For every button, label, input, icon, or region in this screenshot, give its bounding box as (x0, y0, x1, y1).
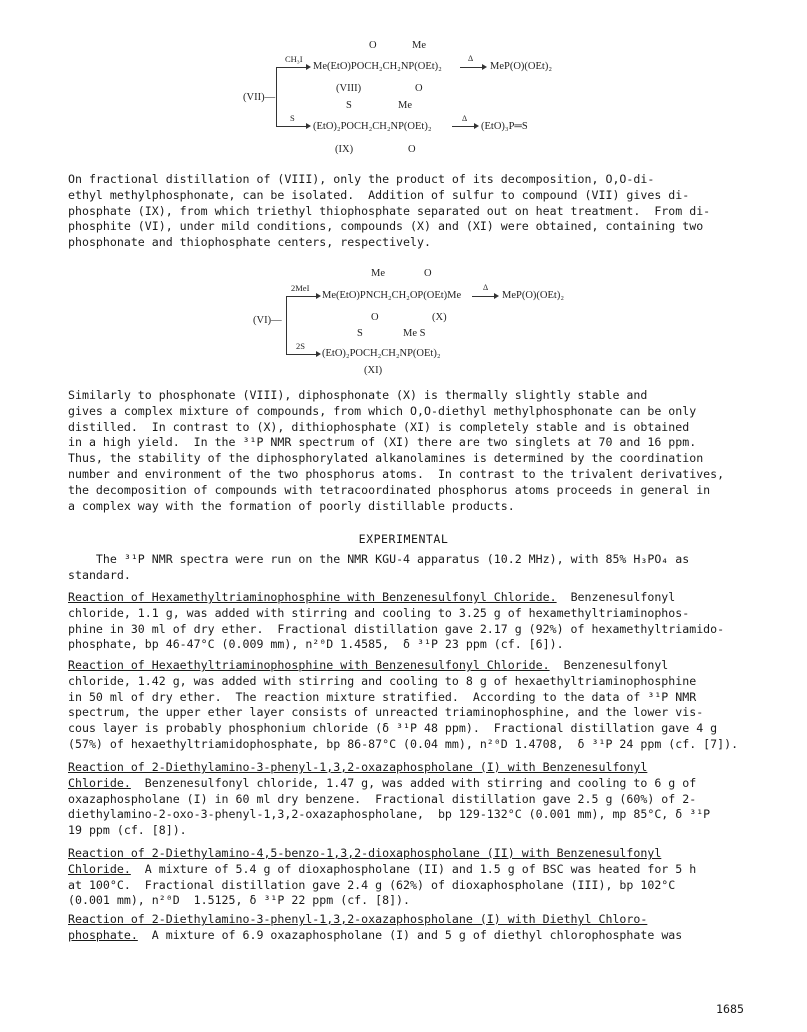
reaction-3 (68, 760, 758, 839)
reaction-2-text: Benzenesulfonyl chloride, 1.42 g, was added with stirring and cooling to 8 g of hexaethyltriaminophosphine in 50 ml of dry ether. The reaction mixture stratified. According to the data of ³¹P NMR spectrum, the upper ether layer consists of unreacted triaminophosphine, and the lower vis- cous layer is probably phosphonium chloride (δ ³¹P 48 ppm). Fractional distillation gave 4 g (57%) of hexaethyltriamidophosphate, bp 86-87°C (0.04 mm), n²⁰D 1.4708, δ ³¹P 24 ppm (cf. [7]). (68, 658, 739, 751)
scheme1-source: (VII)— (243, 92, 276, 103)
scheme2-bot-label: (XI) (364, 365, 383, 376)
scheme2-top-o2: O (371, 312, 379, 323)
reaction-4 (68, 846, 758, 909)
scheme1-top-label: (VIII) (336, 83, 362, 94)
scheme2-bracket (286, 296, 287, 355)
scheme1-bot-me: Me (398, 100, 412, 111)
page-number: 1685 (716, 1002, 744, 1016)
scheme2-top-label: (X) (432, 312, 447, 323)
reaction-2 (68, 658, 758, 753)
reaction-3-title: Reaction of 2-Diethylamino-3-phenyl-1,3,2-oxazaphospholane (I) with Benzenesulfonyl Chloride. (68, 760, 648, 790)
scheme2-bot-me-s: Me S (403, 328, 426, 339)
scheme1-top-me: Me (412, 40, 426, 51)
reaction-1-title: Reaction of Hexamethyltriaminophosphine with Benzenesulfonyl Chloride. (68, 590, 557, 604)
reaction-1 (68, 590, 758, 653)
scheme1-bot-label: (IX) (335, 144, 354, 155)
reaction-scheme-2 (0, 0, 807, 380)
scheme1-bot-result: (EtO)₃P═S (481, 121, 528, 132)
scheme1-bot-product: (EtO)₂POCH₂CH₂NP(OEt)₂ (313, 121, 432, 132)
reaction-3-text: Benzenesulfonyl chloride, 1.47 g, was added with stirring and cooling to 6 g of oxazaphospholane (I) in 60 ml dry benzene. Fractional distillation gave 2.5 g (60%) of 2- diethylamino-2-oxo-3-phenyl-1,3,2-oxazaphospholane, bp 129-132°C (0.001 mm), mp 85°C, δ ³¹P 19 ppm (cf. [8]). (68, 775, 711, 838)
scheme2-top-result: MeP(O)(OEt)₂ (502, 290, 564, 301)
paragraph-3: The ³¹P NMR spectra were run on the NMR KGU-4 apparatus (10.2 MHz), with 85% H₃PO₄ as standard. (68, 552, 690, 582)
reaction-4-text: A mixture of 5.4 g of dioxaphospholane (II) and 1.5 g of BSC was heated for 5 h at 100°C. Fractional distillation gave 2.4 g (62%) of dioxaphospholane (III), bp 102°C (0.001 mm), n²⁰D 1.5125, δ ³¹P 22 ppm (cf. [8]). (68, 861, 697, 908)
experimental-heading: EXPERIMENTAL (358, 532, 449, 546)
reaction-5-text: A mixture of 6.9 oxazaphospholane (I) and 5 g of diethyl chlorophosphate was (137, 927, 683, 942)
scheme2-top-delta: Δ (483, 283, 489, 292)
reaction-5-title: Reaction of 2-Diethylamino-3-phenyl-1,3,2-oxazaphospholane (I) with Diethyl Chloro- phosphate. (68, 912, 648, 942)
scheme2-bot-s: S (357, 328, 363, 339)
scheme1-top-reagent: CH₃I (285, 54, 303, 64)
reaction-4-title: Reaction of 2-Diethylamino-4,5-benzo-1,3,2-dioxaphospholane (II) with Benzenesulfonyl Chloride. (68, 846, 662, 876)
scheme2-top-me: Me (371, 268, 385, 279)
paragraph-2: Similarly to phosphonate (VIII), diphosphonate (X) is thermally slightly stable and gives a complex mixture of compounds, from which O,O-diethyl methylphosphonate can be only distilled. In contrast to (X), dithiophosphate (XI) is completely stable and is obtained in a high yield. In the ³¹P NMR spectrum of (XI) there are two singlets at 70 and 16 ppm. Thus, the stability of the diphosphorylated alkanolamines is determined by the coordination number and environment of the two phosphorus atoms. In contrast to the trivalent derivatives, the decomposition of compounds with tetracoordinated phosphorus atoms proceeds in general in a complex way with the formation of poorly distillable products. (68, 388, 725, 513)
reaction-1-text: Benzenesulfonyl chloride, 1.1 g, was added with stirring and cooling to 3.25 g of hexamethyltriaminophos- phine in 30 ml of dry ether. Fractional distillation gave 2.17 g (92%) of hexamethyltriamido- phosphate, bp 46-47°C (0.009 mm), n²⁰D 1.4585, δ ³¹P 23 ppm (cf. [6]). (68, 590, 725, 652)
scheme1-bot-delta: Δ (462, 114, 468, 123)
scheme1-top-product: Me(EtO)POCH₂CH₂NP(OEt)₂ (313, 61, 442, 72)
reaction-2-title: Reaction of Hexaethyltriaminophosphine with Benzenesulfonyl Chloride. (68, 658, 550, 672)
paragraph-1: On fractional distillation of (VIII), only the product of its decomposition, O,O-di- ethyl methylphosphonate, can be isolated. Addition of sulfur to compound (VII) gives di- phosphate (IX), from which triethyl thiophosphate separated out on heat treatment. From di- phosphite (VI), under mild conditions, compounds (X) and (XI) were obtained, containing two phosphonate and thiophosphate centers, respectively. (68, 172, 711, 250)
scheme1-bot-o: O (408, 144, 416, 155)
scheme2-top-reagent: 2MeI (291, 283, 310, 293)
scheme1-top-o: O (369, 40, 377, 51)
scheme1-top-o2: O (415, 83, 423, 94)
scheme2-top-product: Me(EtO)PNCH₂CH₂OP(OEt)Me (322, 290, 462, 301)
scheme2-bot-product: (EtO)₂POCH₂CH₂NP(OEt)₂ (322, 348, 441, 359)
scheme1-bot-reagent: S (290, 113, 295, 123)
scheme2-bot-reagent: 2S (296, 341, 305, 351)
scheme1-top-delta: Δ (468, 54, 474, 63)
scheme1-bot-s: S (346, 100, 352, 111)
scheme2-top-o: O (424, 268, 432, 279)
scheme1-top-result: MeP(O)(OEt)₂ (490, 61, 552, 72)
scheme2-source: (VI)— (253, 315, 282, 326)
reaction-5 (68, 912, 758, 944)
